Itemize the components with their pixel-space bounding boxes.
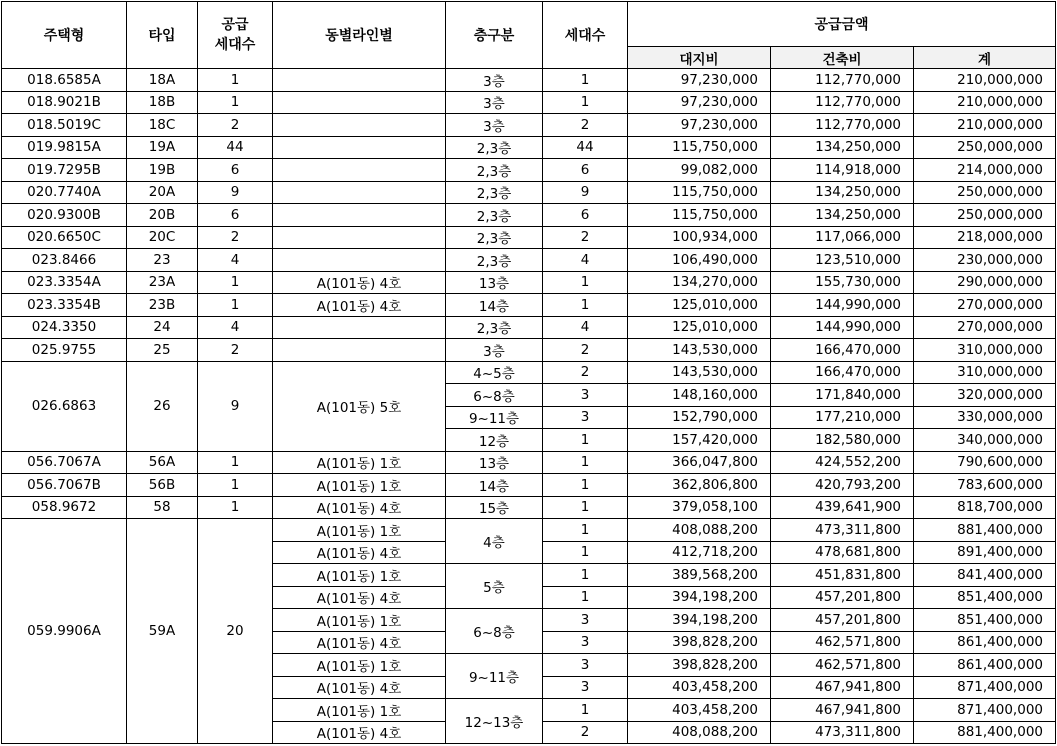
type-cell: 20A: [127, 181, 198, 204]
total-price-cell: 881,400,000: [914, 721, 1056, 744]
land-price-cell: 143,530,000: [628, 361, 771, 384]
land-price-cell: 152,790,000: [628, 406, 771, 429]
floor-cell: 2,3층: [446, 181, 543, 204]
housing-type-cell: 020.7740A: [2, 181, 127, 204]
type-cell: 23B: [127, 294, 198, 317]
building-price-cell: 166,470,000: [771, 339, 914, 362]
housing-type-cell: 056.7067A: [2, 451, 127, 474]
table-row: [2, 136, 1056, 159]
housing-type-cell: 026.6863: [2, 361, 127, 451]
supply-price-table: [1, 1, 1056, 744]
table-row: [2, 181, 1056, 204]
supply-units-cell: 1: [198, 91, 273, 114]
total-price-cell: 881,400,000: [914, 519, 1056, 542]
total-price-cell: 861,400,000: [914, 631, 1056, 654]
land-price-cell: 106,490,000: [628, 249, 771, 272]
building-price-cell: 182,580,000: [771, 429, 914, 452]
households-cell: 1: [543, 451, 628, 474]
building-price-cell: 439,641,900: [771, 496, 914, 519]
floor-cell: 12~13층: [446, 699, 543, 744]
land-price-cell: 97,230,000: [628, 114, 771, 137]
supply-units-cell: 4: [198, 316, 273, 339]
land-price-cell: 125,010,000: [628, 294, 771, 317]
dong-line-cell: [273, 339, 446, 362]
supply-units-cell: 1: [198, 451, 273, 474]
land-price-cell: 97,230,000: [628, 91, 771, 114]
dong-line-cell: A(101동) 5호: [273, 361, 446, 451]
floor-cell: 2,3층: [446, 204, 543, 227]
table-body: [2, 69, 1056, 744]
table-row: [2, 226, 1056, 249]
dong-line-cell: A(101동) 1호: [273, 519, 446, 542]
supply-units-cell: 2: [198, 226, 273, 249]
households-cell: 3: [543, 654, 628, 677]
total-price-cell: 861,400,000: [914, 654, 1056, 677]
floor-cell: 3층: [446, 339, 543, 362]
table-row: [2, 271, 1056, 294]
dong-line-cell: A(101동) 1호: [273, 609, 446, 632]
floor-cell: 9~11층: [446, 406, 543, 429]
building-price-cell: 123,510,000: [771, 249, 914, 272]
households-cell: 3: [543, 384, 628, 407]
dong-line-cell: A(101동) 4호: [273, 496, 446, 519]
type-cell: 20B: [127, 204, 198, 227]
floor-cell: 14층: [446, 474, 543, 497]
total-price-cell: 290,000,000: [914, 271, 1056, 294]
type-cell: 24: [127, 316, 198, 339]
land-price-cell: 115,750,000: [628, 136, 771, 159]
households-cell: 1: [543, 91, 628, 114]
households-cell: 1: [543, 519, 628, 542]
building-price-cell: 457,201,800: [771, 586, 914, 609]
table-row: [2, 69, 1056, 92]
header-supply-units-line1: 공급: [221, 17, 249, 33]
supply-units-cell: 2: [198, 339, 273, 362]
housing-type-cell: 058.9672: [2, 496, 127, 519]
supply-units-cell: 2: [198, 114, 273, 137]
type-cell: 19B: [127, 159, 198, 182]
total-price-cell: 818,700,000: [914, 496, 1056, 519]
total-price-cell: 230,000,000: [914, 249, 1056, 272]
total-price-cell: 210,000,000: [914, 69, 1056, 92]
type-cell: 25: [127, 339, 198, 362]
land-price-cell: 403,458,200: [628, 699, 771, 722]
building-price-cell: 473,311,800: [771, 721, 914, 744]
supply-units-cell: 1: [198, 69, 273, 92]
housing-type-cell: 018.6585A: [2, 69, 127, 92]
building-price-cell: 144,990,000: [771, 294, 914, 317]
households-cell: 1: [543, 699, 628, 722]
floor-cell: 15층: [446, 496, 543, 519]
building-price-cell: 424,552,200: [771, 451, 914, 474]
dong-line-cell: A(101동) 4호: [273, 676, 446, 699]
building-price-cell: 112,770,000: [771, 69, 914, 92]
households-cell: 1: [543, 69, 628, 92]
land-price-cell: 398,828,200: [628, 631, 771, 654]
land-price-cell: 379,058,100: [628, 496, 771, 519]
floor-cell: 12층: [446, 429, 543, 452]
floor-cell: 3층: [446, 91, 543, 114]
table-row: [2, 294, 1056, 317]
table-row: [2, 249, 1056, 272]
header-supply-price: 공급금액: [628, 2, 1056, 47]
households-cell: 1: [543, 271, 628, 294]
dong-line-cell: [273, 159, 446, 182]
land-price-cell: 99,082,000: [628, 159, 771, 182]
building-price-cell: 451,831,800: [771, 564, 914, 587]
table-row: [2, 496, 1056, 519]
land-price-cell: 408,088,200: [628, 519, 771, 542]
floor-cell: 3층: [446, 114, 543, 137]
total-price-cell: 851,400,000: [914, 586, 1056, 609]
type-cell: 26: [127, 361, 198, 451]
households-cell: 4: [543, 249, 628, 272]
building-price-cell: 457,201,800: [771, 609, 914, 632]
supply-units-cell: 44: [198, 136, 273, 159]
households-cell: 3: [543, 631, 628, 654]
dong-line-cell: A(101동) 1호: [273, 474, 446, 497]
building-price-cell: 144,990,000: [771, 316, 914, 339]
header-floor: 층구분: [446, 2, 543, 69]
households-cell: 2: [543, 339, 628, 362]
total-price-cell: 783,600,000: [914, 474, 1056, 497]
building-price-cell: 166,470,000: [771, 361, 914, 384]
table-row: [2, 204, 1056, 227]
dong-line-cell: [273, 114, 446, 137]
building-price-cell: 114,918,000: [771, 159, 914, 182]
header-land: 대지비: [628, 47, 771, 69]
housing-type-cell: 023.3354A: [2, 271, 127, 294]
type-cell: 23A: [127, 271, 198, 294]
floor-cell: 2,3층: [446, 159, 543, 182]
total-price-cell: 214,000,000: [914, 159, 1056, 182]
total-price-cell: 270,000,000: [914, 316, 1056, 339]
total-price-cell: 210,000,000: [914, 91, 1056, 114]
housing-type-cell: 025.9755: [2, 339, 127, 362]
total-price-cell: 320,000,000: [914, 384, 1056, 407]
building-price-cell: 462,571,800: [771, 654, 914, 677]
total-price-cell: 310,000,000: [914, 361, 1056, 384]
households-cell: 6: [543, 204, 628, 227]
type-cell: 18C: [127, 114, 198, 137]
dong-line-cell: A(101동) 4호: [273, 721, 446, 744]
table-row: [2, 339, 1056, 362]
supply-units-cell: 9: [198, 181, 273, 204]
building-price-cell: 420,793,200: [771, 474, 914, 497]
floor-cell: 3층: [446, 69, 543, 92]
total-price-cell: 218,000,000: [914, 226, 1056, 249]
dong-line-cell: A(101동) 1호: [273, 654, 446, 677]
total-price-cell: 871,400,000: [914, 676, 1056, 699]
land-price-cell: 125,010,000: [628, 316, 771, 339]
building-price-cell: 134,250,000: [771, 181, 914, 204]
housing-type-cell: 023.8466: [2, 249, 127, 272]
floor-cell: 2,3층: [446, 136, 543, 159]
floor-cell: 6~8층: [446, 609, 543, 654]
dong-line-cell: [273, 226, 446, 249]
households-cell: 2: [543, 361, 628, 384]
supply-units-cell: 1: [198, 294, 273, 317]
building-price-cell: 134,250,000: [771, 204, 914, 227]
table-row: [2, 361, 1056, 384]
dong-line-cell: [273, 91, 446, 114]
building-price-cell: 117,066,000: [771, 226, 914, 249]
supply-units-cell: 6: [198, 204, 273, 227]
households-cell: 2: [543, 114, 628, 137]
building-price-cell: 155,730,000: [771, 271, 914, 294]
households-cell: 6: [543, 159, 628, 182]
floor-cell: 2,3층: [446, 249, 543, 272]
supply-units-cell: 20: [198, 519, 273, 744]
building-price-cell: 467,941,800: [771, 676, 914, 699]
table-row: [2, 451, 1056, 474]
building-price-cell: 112,770,000: [771, 91, 914, 114]
header-type: 타입: [127, 2, 198, 69]
total-price-cell: 330,000,000: [914, 406, 1056, 429]
building-price-cell: 467,941,800: [771, 699, 914, 722]
households-cell: 1: [543, 429, 628, 452]
households-cell: 2: [543, 721, 628, 744]
total-price-cell: 790,600,000: [914, 451, 1056, 474]
building-price-cell: 171,840,000: [771, 384, 914, 407]
land-price-cell: 366,047,800: [628, 451, 771, 474]
floor-cell: 4층: [446, 519, 543, 564]
housing-type-cell: 024.3350: [2, 316, 127, 339]
land-price-cell: 389,568,200: [628, 564, 771, 587]
building-price-cell: 462,571,800: [771, 631, 914, 654]
total-price-cell: 891,400,000: [914, 541, 1056, 564]
type-cell: 19A: [127, 136, 198, 159]
table-row: [2, 159, 1056, 182]
land-price-cell: 143,530,000: [628, 339, 771, 362]
land-price-cell: 115,750,000: [628, 181, 771, 204]
total-price-cell: 340,000,000: [914, 429, 1056, 452]
floor-cell: 2,3층: [446, 226, 543, 249]
housing-type-cell: 020.6650C: [2, 226, 127, 249]
header-dong-line: 동별라인별: [273, 2, 446, 69]
housing-type-cell: 019.7295B: [2, 159, 127, 182]
dong-line-cell: [273, 136, 446, 159]
supply-units-cell: 4: [198, 249, 273, 272]
header-total: 계: [914, 47, 1056, 69]
type-cell: 59A: [127, 519, 198, 744]
land-price-cell: 403,458,200: [628, 676, 771, 699]
type-cell: 23: [127, 249, 198, 272]
total-price-cell: 250,000,000: [914, 204, 1056, 227]
land-price-cell: 97,230,000: [628, 69, 771, 92]
households-cell: 1: [543, 474, 628, 497]
floor-cell: 5층: [446, 564, 543, 609]
dong-line-cell: A(101동) 4호: [273, 586, 446, 609]
header-supply-units-line2: 세대수: [214, 37, 256, 53]
households-cell: 1: [543, 541, 628, 564]
housing-type-cell: 019.9815A: [2, 136, 127, 159]
housing-type-cell: 023.3354B: [2, 294, 127, 317]
supply-units-cell: 6: [198, 159, 273, 182]
supply-units-cell: 1: [198, 474, 273, 497]
total-price-cell: 871,400,000: [914, 699, 1056, 722]
households-cell: 3: [543, 609, 628, 632]
total-price-cell: 250,000,000: [914, 181, 1056, 204]
type-cell: 20C: [127, 226, 198, 249]
land-price-cell: 408,088,200: [628, 721, 771, 744]
floor-cell: 2,3층: [446, 316, 543, 339]
floor-cell: 13층: [446, 271, 543, 294]
table-row: [2, 114, 1056, 137]
building-price-cell: 177,210,000: [771, 406, 914, 429]
housing-type-cell: 018.5019C: [2, 114, 127, 137]
header-households: 세대수: [543, 2, 628, 69]
dong-line-cell: A(101동) 4호: [273, 631, 446, 654]
supply-units-cell: 9: [198, 361, 273, 451]
type-cell: 18A: [127, 69, 198, 92]
table-row: [2, 316, 1056, 339]
housing-type-cell: 020.9300B: [2, 204, 127, 227]
floor-cell: 14층: [446, 294, 543, 317]
dong-line-cell: A(101동) 4호: [273, 541, 446, 564]
floor-cell: 6~8층: [446, 384, 543, 407]
header-housing-type: 주택형: [2, 2, 127, 69]
households-cell: 44: [543, 136, 628, 159]
total-price-cell: 310,000,000: [914, 339, 1056, 362]
land-price-cell: 134,270,000: [628, 271, 771, 294]
households-cell: 2: [543, 226, 628, 249]
land-price-cell: 362,806,800: [628, 474, 771, 497]
header-building: 건축비: [771, 47, 914, 69]
table-row: [2, 474, 1056, 497]
dong-line-cell: A(101동) 4호: [273, 294, 446, 317]
dong-line-cell: [273, 249, 446, 272]
land-price-cell: 394,198,200: [628, 609, 771, 632]
land-price-cell: 398,828,200: [628, 654, 771, 677]
dong-line-cell: A(101동) 1호: [273, 699, 446, 722]
land-price-cell: 148,160,000: [628, 384, 771, 407]
dong-line-cell: [273, 181, 446, 204]
building-price-cell: 478,681,800: [771, 541, 914, 564]
households-cell: 1: [543, 496, 628, 519]
housing-type-cell: 018.9021B: [2, 91, 127, 114]
households-cell: 9: [543, 181, 628, 204]
type-cell: 56A: [127, 451, 198, 474]
table-row: [2, 91, 1056, 114]
land-price-cell: 157,420,000: [628, 429, 771, 452]
total-price-cell: 250,000,000: [914, 136, 1056, 159]
floor-cell: 13층: [446, 451, 543, 474]
table-row: [2, 519, 1056, 542]
type-cell: 18B: [127, 91, 198, 114]
land-price-cell: 394,198,200: [628, 586, 771, 609]
type-cell: 56B: [127, 474, 198, 497]
land-price-cell: 115,750,000: [628, 204, 771, 227]
land-price-cell: 100,934,000: [628, 226, 771, 249]
households-cell: 4: [543, 316, 628, 339]
header-supply-units: [198, 2, 273, 69]
dong-line-cell: [273, 316, 446, 339]
dong-line-cell: A(101동) 1호: [273, 451, 446, 474]
households-cell: 3: [543, 676, 628, 699]
total-price-cell: 851,400,000: [914, 609, 1056, 632]
households-cell: 3: [543, 406, 628, 429]
total-price-cell: 270,000,000: [914, 294, 1056, 317]
dong-line-cell: [273, 69, 446, 92]
dong-line-cell: [273, 204, 446, 227]
building-price-cell: 134,250,000: [771, 136, 914, 159]
floor-cell: 4~5층: [446, 361, 543, 384]
supply-units-cell: 1: [198, 271, 273, 294]
households-cell: 1: [543, 294, 628, 317]
housing-type-cell: 056.7067B: [2, 474, 127, 497]
floor-cell: 9~11층: [446, 654, 543, 699]
households-cell: 1: [543, 586, 628, 609]
building-price-cell: 112,770,000: [771, 114, 914, 137]
building-price-cell: 473,311,800: [771, 519, 914, 542]
total-price-cell: 841,400,000: [914, 564, 1056, 587]
housing-type-cell: 059.9906A: [2, 519, 127, 744]
supply-units-cell: 1: [198, 496, 273, 519]
dong-line-cell: A(101동) 4호: [273, 271, 446, 294]
households-cell: 1: [543, 564, 628, 587]
total-price-cell: 210,000,000: [914, 114, 1056, 137]
type-cell: 58: [127, 496, 198, 519]
dong-line-cell: A(101동) 1호: [273, 564, 446, 587]
land-price-cell: 412,718,200: [628, 541, 771, 564]
